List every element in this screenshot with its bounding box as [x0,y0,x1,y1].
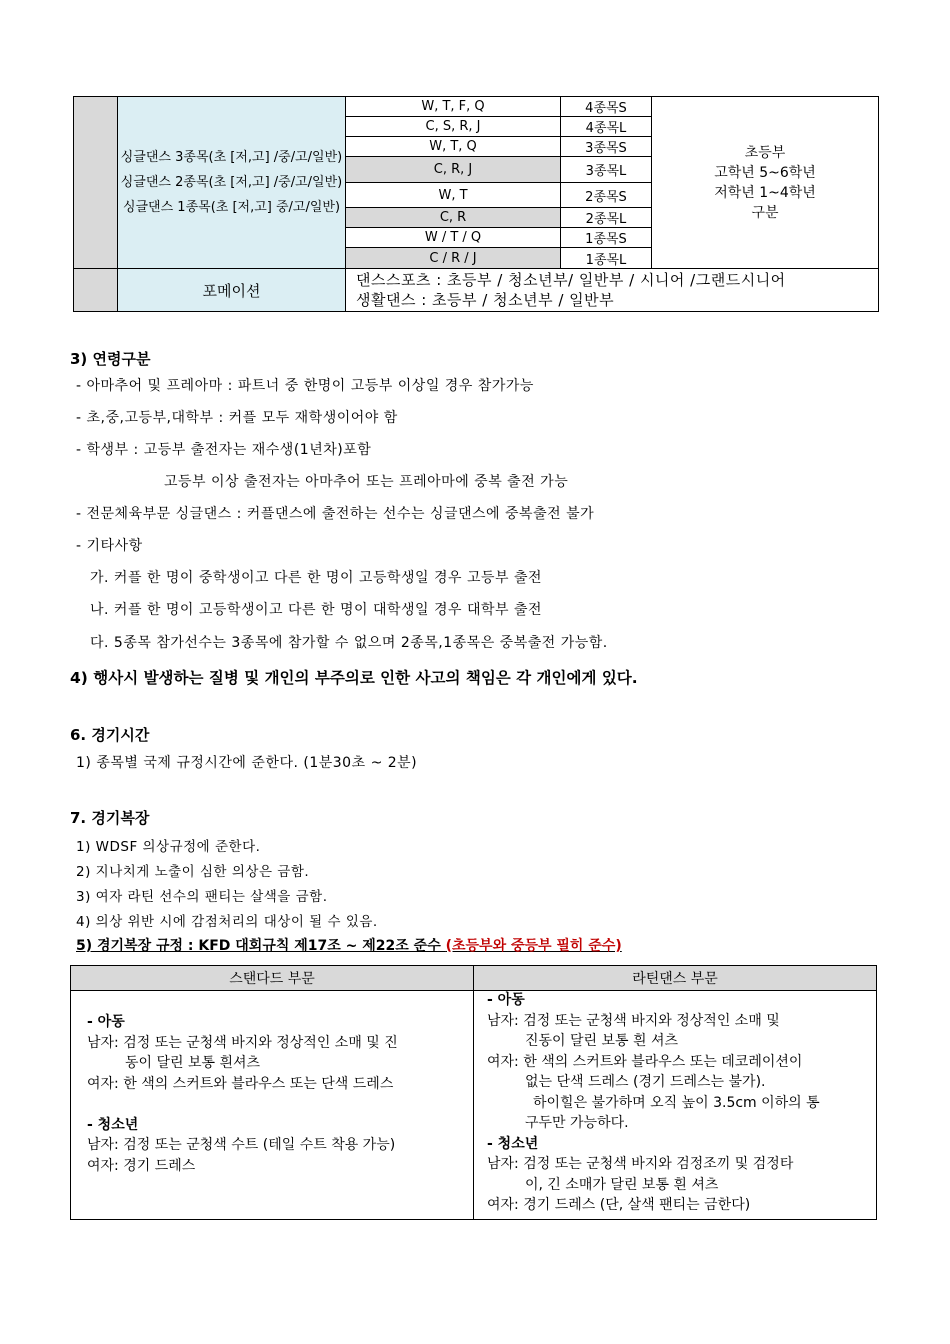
costume-line: 2) 지나치게 노출이 심한 의상은 금함. [76,864,310,880]
event-cell: C / R / J [346,248,561,269]
age-line: - 아마추어 및 프레아마 : 파트너 중 한명이 고등부 이상일 경우 참가가능 [76,378,534,394]
latin-line: 여자: 경기 드레스 (단, 살색 팬티는 금한다) [487,1197,751,1213]
costume-table [70,965,877,1220]
event-table [73,96,879,312]
code-cell: 2종목L [561,208,652,228]
division-cell [652,97,878,269]
latin-line: 진동이 달린 보통 흰 셔츠 [525,1033,679,1049]
costume-rule [76,935,622,955]
formation-line: 생활댄스 : 초등부 / 청소년부 / 일반부 [356,291,615,309]
age-line: 다. 5종목 참가선수는 3종목에 참가할 수 없으며 2종목,1종목은 중복출전 가능함. [90,635,608,651]
age-line: - 초,중,고등부,대학부 : 커플 모두 재학생이어야 함 [76,410,398,426]
single-dance-cell [118,97,346,269]
single-dance-line: 싱글댄스 1종목(초 [저,고] 중/고/일반) [122,200,341,215]
code-cell: 3종목L [561,157,652,183]
time-section-title: 6. 경기시간 [70,726,150,744]
age-line: - 기타사항 [76,538,143,554]
costume-rule-main: 5) 경기복장 규정 : KFD 대회규칙 제17조 ~ 제22조 준수 [76,938,446,954]
code-cell: 1종목S [561,228,652,248]
division-line: 구분 [751,204,779,221]
formation-detail [346,269,878,311]
age-section-title: 3) 연령구분 [70,350,151,368]
latin-line: 남자: 검정 또는 군청색 바지와 정상적인 소매 및 [487,1012,780,1029]
standard-content [87,1012,472,1176]
single-dance-line: 싱글댄스 2종목(초 [저,고] /중/고/일반) [120,175,343,190]
age-line: 고등부 이상 출전자는 아마추어 또는 프레아마에 중복 출전 가능 [164,474,569,490]
time-line: 1) 종목별 국제 규정시간에 준한다. (1분30초 ~ 2분) [76,755,418,771]
latin-header: 라틴댄스 부문 [474,966,876,991]
code-cell: 4종목L [561,117,652,137]
division-line: 저학년 1~4학년 [714,184,816,201]
age-line: 가. 커플 한 명이 중학생이고 다른 한 명이 고등학생일 경우 고등부 출전 [90,570,543,586]
costume-line: 3) 여자 라틴 선수의 팬티는 살색을 금함. [76,889,328,905]
standard-line: 여자: 한 색의 스커트와 블라우스 또는 단색 드레스 [87,1075,394,1092]
formation-label: 포메이션 [118,269,346,311]
age-line: - 학생부 : 고등부 출전자는 재수생(1년차)포함 [76,442,372,458]
latin-line: 하이힐은 불가하며 오직 높이 3.5cm 이하의 통 [533,1094,820,1111]
latin-line: 없는 단색 드레스 (경기 드레스는 불가). [525,1074,766,1090]
standard-line: 남자: 검정 또는 군청색 수트 (테일 수트 착용 가능) [87,1137,396,1153]
standard-line: - 아동 [87,1014,125,1030]
age-line: - 전문체육부문 싱글댄스 : 커플댄스에 출전하는 선수는 싱글댄스에 중복출전 불가 [76,506,595,522]
event-cell: W, T, Q [346,137,561,157]
liability-note: 4) 행사시 발생하는 질병 및 개인의 부주의로 인한 사고의 책임은 각 개인에게 있다. [70,669,638,687]
single-dance-line: 싱글댄스 3종목(초 [저,고] /중/고/일반) [120,150,343,165]
latin-content [487,990,872,1216]
division-line: 고학년 5~6학년 [714,164,816,181]
standard-line: 남자: 검정 또는 군청색 바지와 정상적인 소매 및 진 [87,1034,398,1051]
event-cell: C, R, J [346,157,561,183]
latin-line: 여자: 한 색의 스커트와 블라우스 또는 데코레이션이 [487,1053,803,1070]
event-cell: W, T, F, Q [346,97,561,117]
standard-header: 스탠다드 부문 [71,966,474,991]
grey-column-formation [74,269,118,311]
costume-line: 1) WDSF 의상규정에 준한다. [76,839,261,855]
latin-line: - 아동 [487,992,525,1008]
division-line: 초등부 [744,144,786,161]
code-cell: 1종목L [561,248,652,269]
grey-column [74,97,118,269]
age-line: 나. 커플 한 명이 고등학생이고 다른 한 명이 대학생일 경우 대학부 출전 [90,602,543,618]
standard-line: 동이 달린 보통 흰셔츠 [125,1055,261,1071]
event-cell: C, R [346,208,561,228]
latin-line: 이, 긴 소매가 달린 보통 흰 셔츠 [525,1176,719,1193]
event-cell: C, S, R, J [346,117,561,137]
event-cell: W, T [346,183,561,208]
costume-line: 4) 의상 위반 시에 감점처리의 대상이 될 수 있음. [76,914,378,930]
code-cell: 3종목S [561,137,652,157]
standard-line: - 청소년 [87,1116,139,1133]
code-cell: 2종목S [561,183,652,208]
costume-rule-highlight: (초등부와 중등부 필히 준수) [445,938,622,954]
formation-line: 댄스스포츠 : 초등부 / 청소년부/ 일반부 / 시니어 /그랜드시니어 [356,271,786,289]
latin-line: 남자: 검정 또는 군청색 바지와 검정조끼 및 검정타 [487,1156,794,1172]
latin-line: 구두만 가능하다. [525,1115,629,1131]
code-cell: 4종목S [561,97,652,117]
costume-section-title: 7. 경기복장 [70,809,150,827]
standard-line: 여자: 경기 드레스 [87,1157,196,1174]
event-cell: W / T / Q [346,228,561,248]
latin-line: - 청소년 [487,1135,539,1152]
